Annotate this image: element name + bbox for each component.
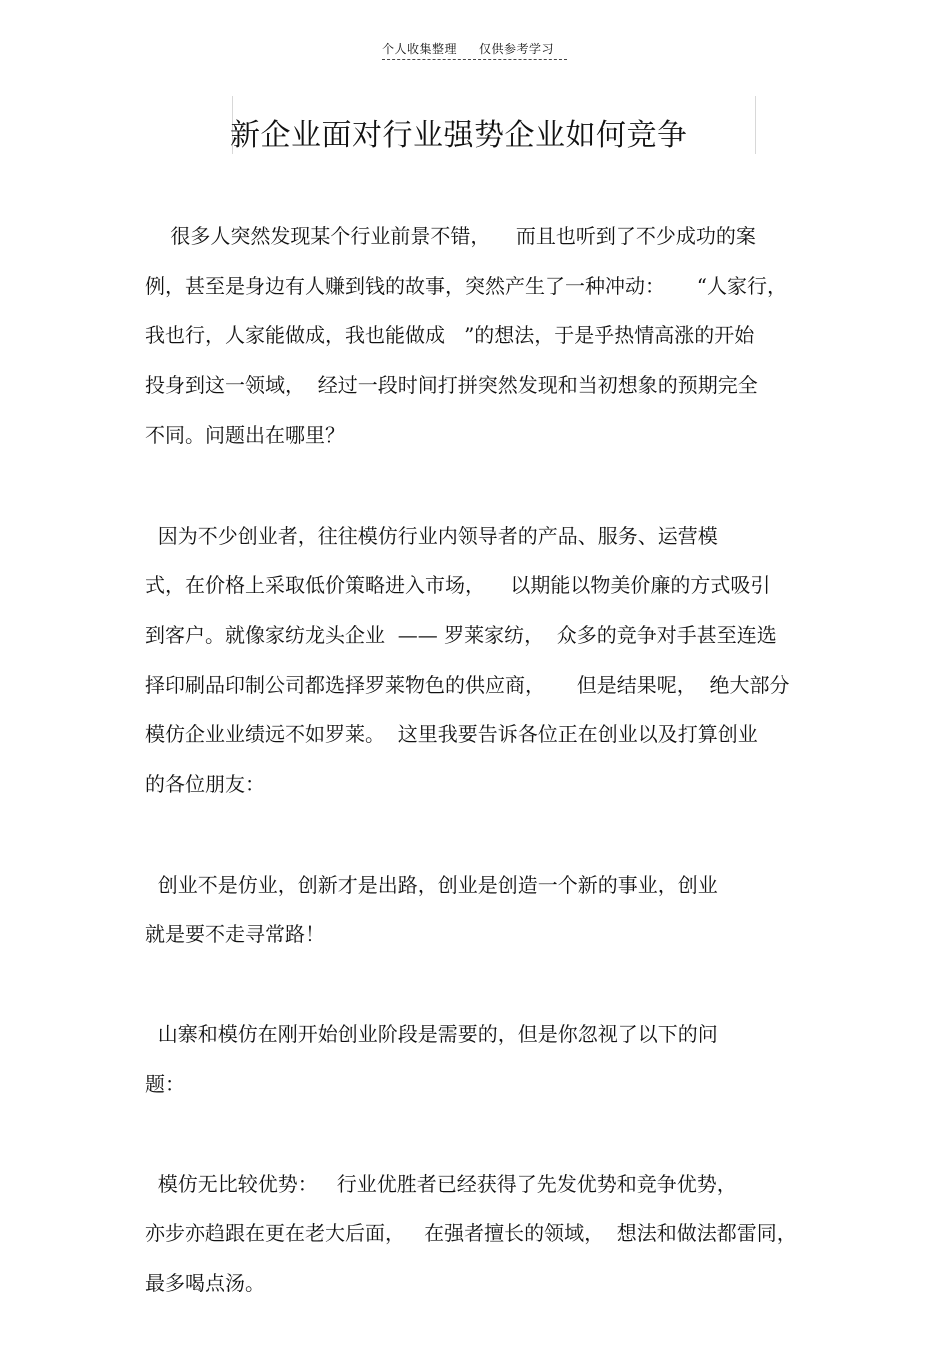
paragraph-2-line-1: 因为不少创业者，往往模仿行业内领导者的产品、服务、运营模 [145,524,718,548]
paragraph-5-line-1: 模仿无比较优势： 行业优胜者已经获得了先发优势和竞争优势， [145,1172,737,1196]
paragraph-3-line-2: 就是要不走寻常路！ [145,922,325,946]
paragraph-2-line-4: 择印刷品印制公司都选择罗莱物色的供应商， 但是结果呢， 绝大部分 [145,673,790,697]
page-header [382,40,567,60]
header-left-text: 个人收集整理 [382,42,458,56]
paragraph-1-line-5: 不同。问题出在哪里？ [145,423,345,447]
paragraph-1-line-4: 投身到这一领域， 经过一段时间打拼突然发现和当初想象的预期完全 [145,373,758,397]
paragraph-2-line-5: 模仿企业业绩远不如罗莱。 这里我要告诉各位正在创业以及打算创业 [145,722,758,746]
paragraph-4-line-2: 题： [145,1072,185,1096]
paragraph-5-line-3: 最多喝点汤。 [145,1271,265,1295]
paragraph-1-line-1: 很多人突然发现某个行业前景不错， 而且也听到了不少成功的案 [145,224,756,248]
paragraph-1-line-2: 例，甚至是身边有人赚到钱的故事，突然产生了一种冲动： “人家行， [145,274,788,298]
paragraph-3-line-1: 创业不是仿业，创新才是出路，创业是创造一个新的事业，创业 [145,873,718,897]
paragraph-2-line-6: 的各位朋友： [145,772,265,796]
paragraph-2-line-3: 到客户。就像家纺龙头企业 —— 罗莱家纺， 众多的竞争对手甚至连选 [145,623,777,647]
paragraph-5-line-2: 亦步亦趋跟在更在老大后面， 在强者擅长的领域， 想法和做法都雷同， [145,1221,797,1245]
header-right-text: 仅供参考学习 [479,42,555,56]
paragraph-1-line-3: 我也行，人家能做成，我也能做成 ”的想法，于是乎热情高涨的开始 [145,323,755,347]
page-title: 新企业面对行业强势企业如何竞争 [230,118,688,153]
paragraph-2-line-2: 式，在价格上采取低价策略进入市场， 以期能以物美价廉的方式吸引 [145,573,771,597]
paragraph-4-line-1: 山寨和模仿在刚开始创业阶段是需要的，但是你忽视了以下的问 [145,1022,718,1046]
